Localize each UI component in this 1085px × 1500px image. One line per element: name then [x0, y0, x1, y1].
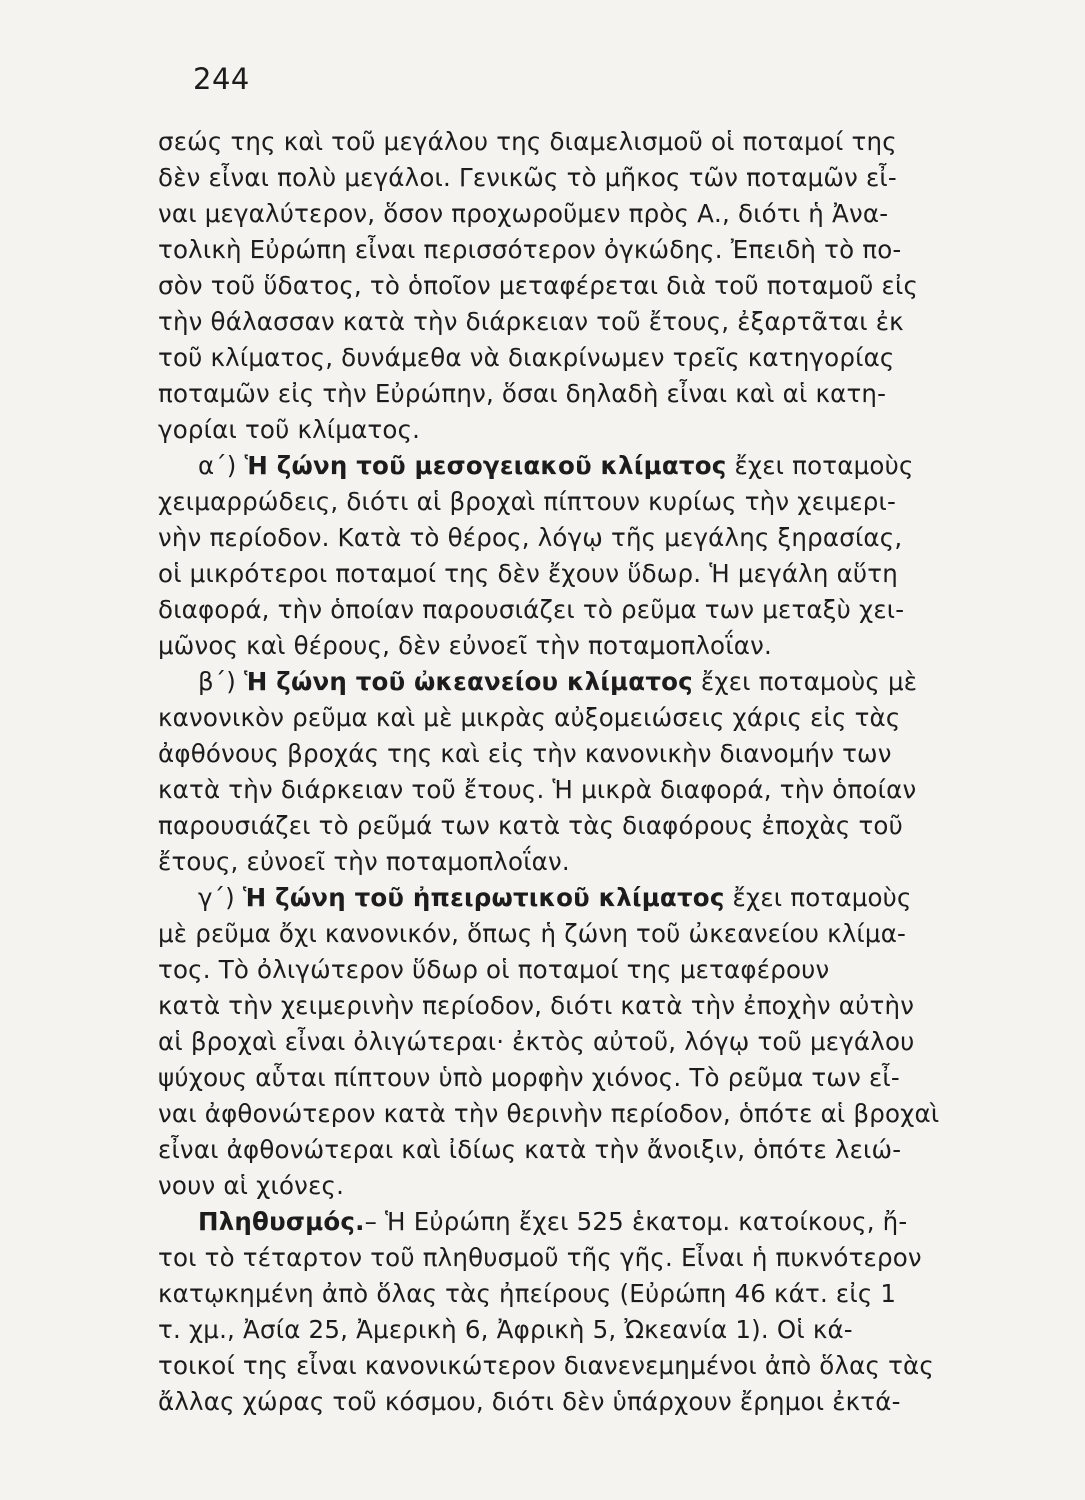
text-line: [158, 916, 1008, 952]
text-line: [158, 232, 1008, 268]
line-text: χειμαρρώδεις, διότι αἱ βροχαὶ πίπτουν κυρίως τὴν χειμερι-: [158, 487, 897, 516]
text-line: [158, 664, 1008, 700]
text-line: [158, 592, 1008, 628]
line-text: τος. Τὸ ὀλιγώτερον ὕδωρ οἱ ποταμοί της μεταφέρουν: [158, 955, 830, 984]
text-line: [158, 196, 1008, 232]
text-line: [158, 1204, 1008, 1240]
text-line: [158, 340, 1008, 376]
text-line: [158, 700, 1008, 736]
text-line: [158, 988, 1008, 1024]
text-line: [158, 412, 1008, 448]
line-text: ἔτους, εὐνοεῖ τὴν ποταμοπλοΐαν.: [158, 847, 570, 876]
line-text: εἶναι ἀφθονώτεραι καὶ ἰδίως κατὰ τὴν ἄνοιξιν, ὁπότε λειώ-: [158, 1135, 902, 1164]
line-text: ποταμῶν εἰς τὴν Εὐρώπην, ὅσαι δηλαδὴ εἶναι καὶ αἱ κατη-: [158, 379, 887, 408]
line-text: διαφορά, τὴν ὁποίαν παρουσιάζει τὸ ρεῦμα των μεταξὺ χει-: [158, 595, 905, 624]
text-line: [158, 1384, 1008, 1420]
text-line: [158, 736, 1008, 772]
line-text: κατὰ τὴν χειμερινὴν περίοδον, διότι κατὰ τὴν ἐποχὴν αὐτὴν: [158, 991, 915, 1020]
section-heading: Πληθυσμός.: [198, 1207, 365, 1236]
text-line: [158, 1312, 1008, 1348]
line-text: ἔχει ποταμοὺς: [724, 883, 912, 912]
line-text: τ. χμ., Ἀσία 25, Ἀμερικὴ 6, Ἀφρικὴ 5, Ὠκεανία 1). Οἱ κά-: [158, 1315, 853, 1344]
text-line: [158, 844, 1008, 880]
line-text: μὲ ρεῦμα ὄχι κανονικόν, ὅπως ἡ ζώνη τοῦ ὠκεανείου κλίμα-: [158, 919, 907, 948]
list-marker: β΄): [198, 667, 245, 696]
line-text: ναι ἀφθονώτερον κατὰ τὴν θερινὴν περίοδον, ὁπότε αἱ βροχαὶ: [158, 1099, 940, 1128]
section-heading: Ἡ ζώνη τοῦ μεσογειακοῦ κλίματος: [244, 451, 727, 480]
line-text: δὲν εἶναι πολὺ μεγάλοι. Γενικῶς τὸ μῆκος τῶν ποταμῶν εἶ-: [158, 163, 897, 192]
text-line: [158, 268, 1008, 304]
line-text: οἱ μικρότεροι ποταμοί της δὲν ἔχουν ὕδωρ. Ἡ μεγάλη αὕτη: [158, 559, 898, 588]
line-text: τοικοί της εἶναι κανονικώτερον διανενεμημένοι ἀπὸ ὅλας τὰς: [158, 1351, 934, 1380]
list-marker: α΄): [198, 451, 245, 480]
text-line: [158, 448, 1008, 484]
text-line: [158, 160, 1008, 196]
line-text: κατὰ τὴν διάρκειαν τοῦ ἔτους. Ἡ μικρὰ διαφορά, τὴν ὁποίαν: [158, 775, 917, 804]
line-text: τολικὴ Εὐρώπη εἶναι περισσότερον ὀγκώδης. Ἐπειδὴ τὸ πο-: [158, 235, 902, 264]
text-line: [158, 952, 1008, 988]
line-text: ἔχει ποταμοὺς μὲ: [692, 667, 918, 696]
text-line: [158, 628, 1008, 664]
line-text: τὴν θάλασσαν κατὰ τὴν διάρκειαν τοῦ ἔτους, ἐξαρτᾶται ἐκ: [158, 307, 904, 336]
line-text: κατῳκημένη ἀπὸ ὅλας τὰς ἠπείρους (Εὐρώπη 46 κάτ. εἰς 1: [158, 1279, 897, 1308]
line-text: αἱ βροχαὶ εἶναι ὀλιγώτεραι· ἐκτὸς αὐτοῦ, λόγῳ τοῦ μεγάλου: [158, 1027, 915, 1056]
text-line: [158, 1168, 1008, 1204]
text-line: [158, 1348, 1008, 1384]
text-line: [158, 1060, 1008, 1096]
text-line: [158, 124, 1008, 160]
line-text: ἄλλας χώρας τοῦ κόσμου, διότι δὲν ὑπάρχουν ἔρημοι ἐκτά-: [158, 1387, 901, 1416]
line-text: τοι τὸ τέταρτον τοῦ πληθυσμοῦ τῆς γῆς. Εἶναι ἡ πυκνότερον: [158, 1243, 922, 1272]
text-line: [158, 1024, 1008, 1060]
body-text: [158, 124, 1008, 1420]
line-text: ἀφθόνους βροχάς της καὶ εἰς τὴν κανονικὴν διανομήν των: [158, 739, 892, 768]
section-heading: Ἡ ζώνη τοῦ ὠκεανείου κλίματος: [244, 667, 693, 696]
list-marker: γ΄): [198, 883, 243, 912]
text-line: [158, 808, 1008, 844]
line-text: νὴν περίοδον. Κατὰ τὸ θέρος, λόγῳ τῆς μεγάλης ξηρασίας,: [158, 523, 903, 552]
text-line: [158, 1132, 1008, 1168]
line-text: κανονικὸν ρεῦμα καὶ μὲ μικρὰς αὐξομειώσεις χάρις εἰς τὰς: [158, 703, 901, 732]
text-line: [158, 304, 1008, 340]
text-line: [158, 1096, 1008, 1132]
text-line: [158, 376, 1008, 412]
text-line: [158, 1240, 1008, 1276]
text-line: [158, 556, 1008, 592]
line-text: παρουσιάζει τὸ ρεῦμά των κατὰ τὰς διαφόρους ἐποχὰς τοῦ: [158, 811, 903, 840]
text-line: [158, 1276, 1008, 1312]
line-text: ψύχους αὗται πίπτουν ὑπὸ μορφὴν χιόνος. Τὸ ρεῦμα των εἶ-: [158, 1063, 900, 1092]
text-line: [158, 484, 1008, 520]
section-heading: Ἡ ζώνη τοῦ ἠπειρωτικοῦ κλίματος: [242, 883, 725, 912]
page-number: 244: [193, 62, 250, 96]
line-text: σεώς της καὶ τοῦ μεγάλου της διαμελισμοῦ οἱ ποταμοί της: [158, 127, 897, 156]
text-line: [158, 520, 1008, 556]
text-line: [158, 772, 1008, 808]
text-line: [158, 880, 1008, 916]
line-text: ναι μεγαλύτερον, ὅσον προχωροῦμεν πρὸς Α., διότι ἡ Ἀνα-: [158, 199, 889, 228]
line-text: – Ἡ Εὐρώπη ἔχει 525 ἑκατομ. κατοίκους, ἤ-: [364, 1207, 908, 1236]
line-text: γορίαι τοῦ κλίματος.: [158, 415, 421, 444]
line-text: σὸν τοῦ ὕδατος, τὸ ὁποῖον μεταφέρεται διὰ τοῦ ποταμοῦ εἰς: [158, 271, 919, 300]
line-text: νουν αἱ χιόνες.: [158, 1171, 345, 1200]
line-text: ἔχει ποταμοὺς: [726, 451, 914, 480]
line-text: τοῦ κλίματος, δυνάμεθα νὰ διακρίνωμεν τρεῖς κατηγορίας: [158, 343, 895, 372]
line-text: μῶνος καὶ θέρους, δὲν εὐνοεῖ τὴν ποταμοπλοΐαν.: [158, 631, 772, 660]
